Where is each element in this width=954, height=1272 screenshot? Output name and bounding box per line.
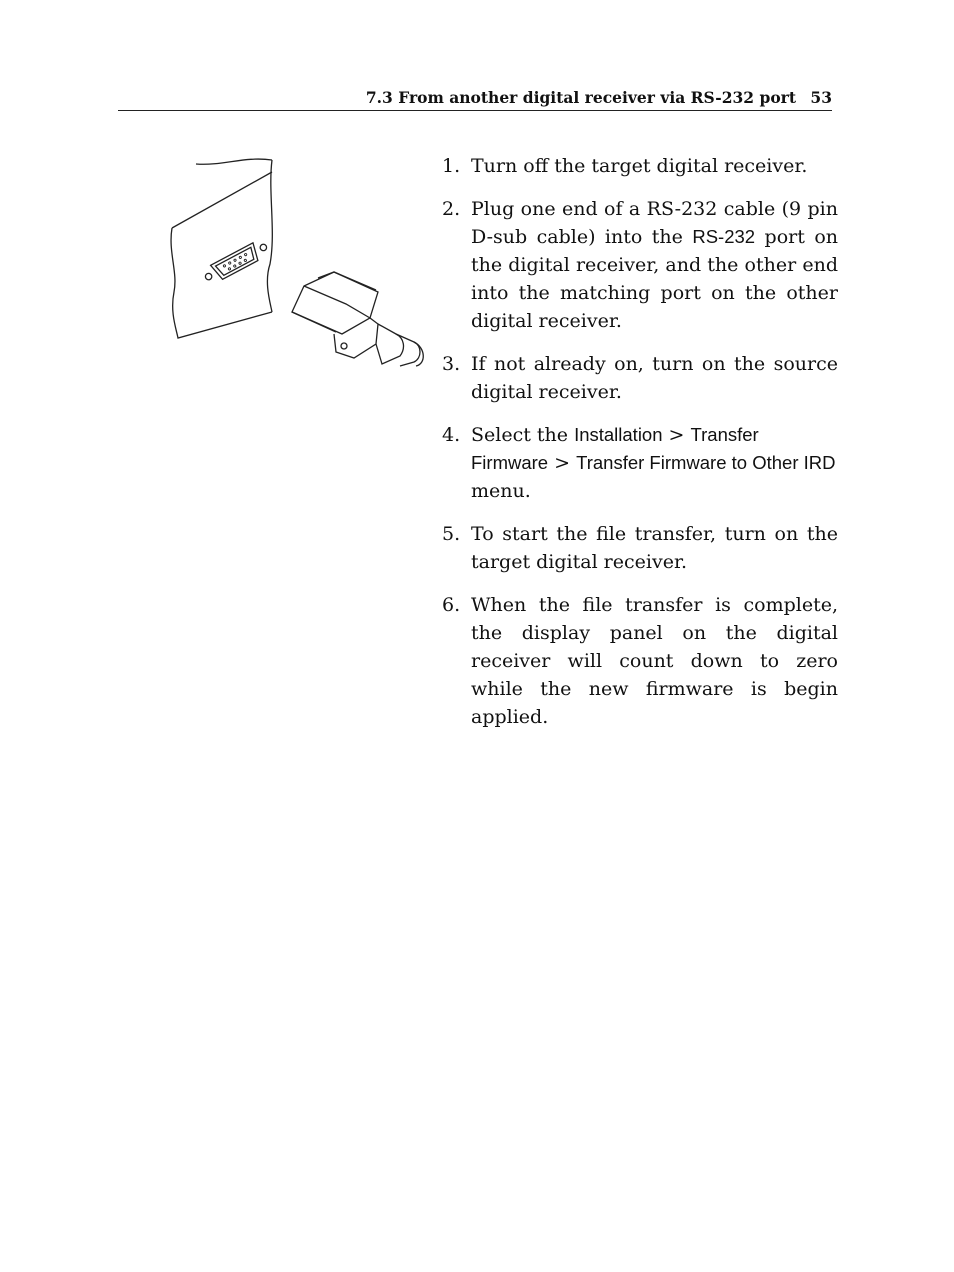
section-title: 7.3 From another digital receiver via RS-232 port <box>365 88 796 107</box>
page-header <box>118 86 832 111</box>
menu-installation: Installation <box>574 424 663 445</box>
list-item: 4. Select the Installation > Transfer Firmware > Transfer Firmware to Other IRD menu. <box>442 424 836 502</box>
list-item: 3. If not already on, turn on the source digital receiver. <box>442 353 838 403</box>
list-item: 5. To start the file transfer, turn on the target digital receiver. <box>442 523 838 573</box>
list-item: 2. Plug one end of a RS-232 cable (9 pin D-sub cable) into the RS-232 port on the digital receiver, and the other end into the matching port on the other digital receiver. <box>442 198 839 332</box>
list-item: 1. Turn off the target digital receiver. <box>442 155 808 177</box>
port-label: RS-232 <box>692 226 756 247</box>
rs232-cable-connector-illustration <box>164 152 436 388</box>
list-item: 6. When the file transfer is complete, the display panel on the digital receiver will count down to zero while the new firmware is begin applied. <box>442 594 838 728</box>
menu-transfer-firmware: Transfer Firmware <box>471 424 759 473</box>
page-number: 53 <box>810 88 832 107</box>
menu-transfer-to-other-ird: Transfer Firmware to Other IRD <box>576 452 836 473</box>
instruction-list <box>442 152 838 746</box>
